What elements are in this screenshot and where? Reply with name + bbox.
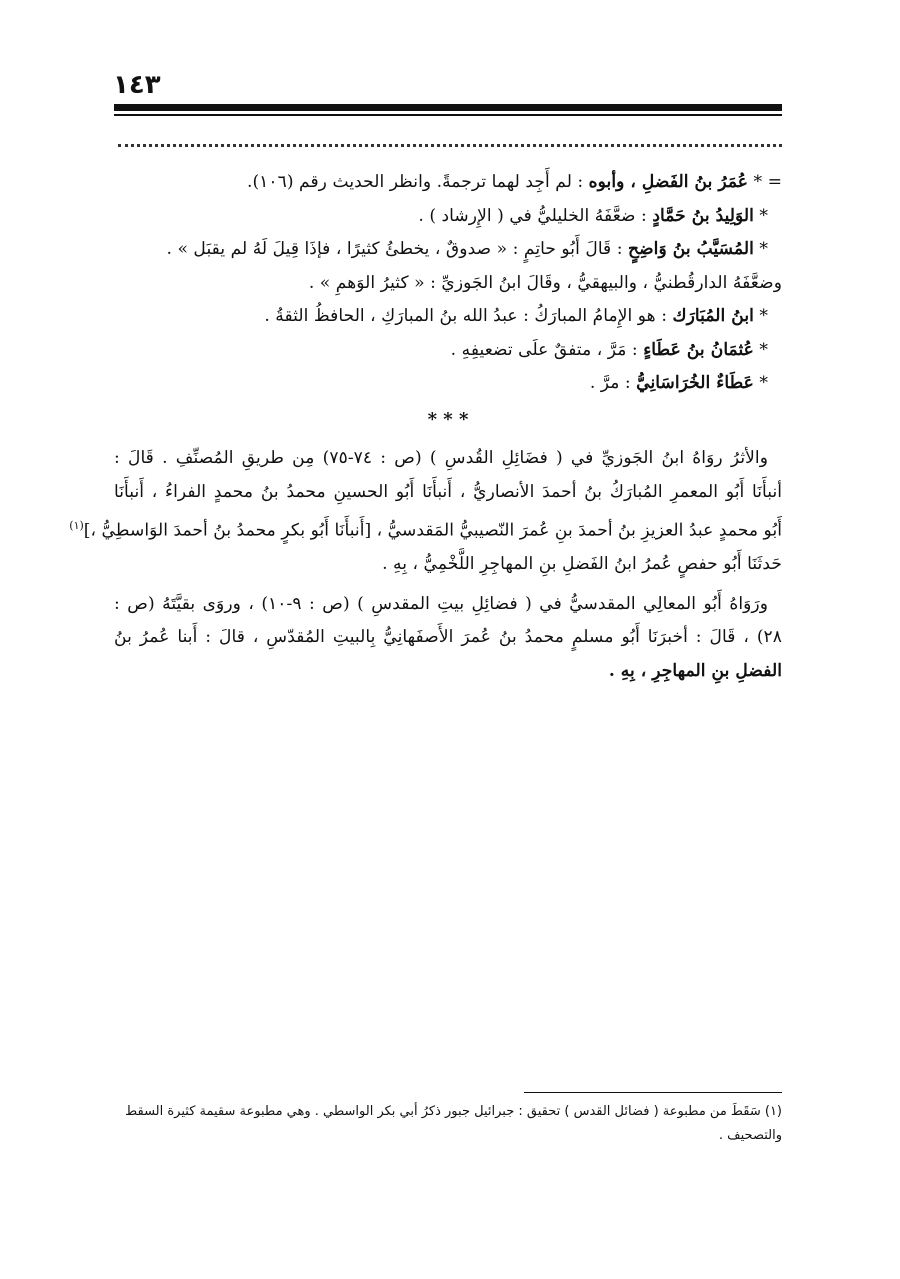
header-rule-thick: [114, 104, 782, 111]
page-number: ١٤٣: [113, 70, 161, 100]
asterisk: *: [753, 306, 768, 326]
paragraph-line: والأثرُ روَاهُ ابنُ الجَوزيِّ في ( فضَائِلِ القُدسِ ) (ص : ٧٤-٧٥) مِن طريقِ المُصنِّفِ . قَالَ :: [114, 448, 768, 468]
footnote: [114, 1100, 782, 1148]
footnote-line: والتصحيف .: [718, 1128, 782, 1143]
note-musayyab-cont: [114, 267, 782, 301]
note-uthman: [114, 334, 782, 368]
paragraph-line: ورَوَاهُ أَبُو المعالِي المقدسيُّ في ( فضائِلِ بيتِ المقدسِ ) (ص : ٩-١٠) ، وروَى بقيَّتَهُ (ص :: [114, 593, 769, 614]
asterisk: *: [753, 239, 768, 259]
dotted-separator: [118, 144, 782, 147]
asterisk: *: [753, 339, 768, 360]
narrator-name: عَطَاءٌ الخُرَاسَانِيُّ: [636, 373, 754, 393]
note-ibn-mubarak: [114, 300, 782, 334]
asterisk: *: [753, 373, 768, 393]
paragraph-line: ٢٨) ، قَالَ : أخبرَنَا أَبُو مسلمٍ محمدُ بنُ عُمرَ الأَصفَهانِيُّ بِالبيتِ المُقدّسِ ، قالَ : أَبنا عُمرُ بنُ: [114, 627, 782, 648]
narrator-name: عُثمَانُ بنُ عَطَاءٍ: [643, 339, 754, 360]
narrator-note: : قَالَ أَبُو حاتِمٍ : « صدوقٌ ، يخطئُ كثيرًا ، فإذَا قِيلَ لَهُ لم يقبَل » .: [166, 239, 628, 259]
paragraph-line: الفضلِ بنِ المهاجِرِ ، بِهِ .: [608, 660, 782, 681]
note-walid: [114, 200, 782, 234]
narrator-note: : ضعَّفَهُ الخليليُّ في ( الإِرشاد ) .: [418, 205, 653, 226]
narrator-note: : مرَّ .: [589, 373, 637, 393]
footnote-ref[interactable]: (١): [69, 519, 84, 532]
narrator-name: عُمَرُ بنُ الفَضلِ ، وأبوه: [588, 172, 749, 192]
main-text: [69, 166, 782, 688]
paragraph-abu-maali: [114, 588, 782, 689]
narrator-name: المُسَيَّبُ بنُ وَاضِحٍ: [627, 239, 754, 259]
note-umar: [114, 166, 782, 200]
footnote-rule: [524, 1092, 782, 1093]
footnote-line: (١) سَقَطَ من مطبوعة ( فضائل القدس ) تحقيق : جبرائيل جبور ذكرُ أبي بكر الواسطي . وهي مطبوعة سقيمة كثيرة السقط: [125, 1104, 782, 1119]
paragraph-ibn-jawzi: [69, 442, 782, 582]
paragraph-line-text: أَبُو محمدٍ عبدُ العزيزِ بنُ أحمدَ بنِ عُمرَ النّصيبيُّ المَقدسيُّ ، [أَنبأَنَا أَبُو بكرٍ محمدُ بنُ أحمدَ الوَاسطِيُّ ،]: [83, 520, 782, 541]
continuation-marker: =: [762, 172, 782, 192]
note-musayyab: [114, 233, 782, 267]
header-rule-thin: [114, 114, 782, 116]
section-separator: * * *: [427, 408, 469, 430]
paragraph-line: أنبأَنَا أَبُو المعمرِ المُبارَكُ بنُ أحمدَ الأنصاريُّ ، أَنبأَنَا أَبُو الحسينِ محمدُ بنُ محمدٍ الفراءُ ، أَنبأَنَا: [114, 481, 782, 502]
narrator-note: : لم أَجِد لهما ترجمةً. وانظر الحديث رقم (١٠٦).: [246, 172, 589, 192]
narrator-note: : هو الإِمامُ المبارَكُ : عبدُ الله بنُ المبارَكِ ، الحافظُ الثقةُ .: [264, 306, 673, 326]
narrator-name: ابنُ المُبَارَك: [672, 306, 754, 326]
narrator-note: : مَرَّ ، متفقٌ علَى تضعيفِهِ .: [450, 339, 644, 360]
paragraph-line: حَدثَنَا أَبُو حفصٍ عُمرُ ابنُ الفَضلِ بنِ المهاجِرِ اللَّخْمِيُّ ، بِهِ .: [382, 554, 782, 575]
narrator-name: الوَلِيدُ بنُ حَمَّادٍ: [652, 205, 754, 226]
paragraph-line: [69, 509, 782, 548]
note-ata: [114, 367, 782, 401]
asterisk: *: [753, 205, 768, 226]
asterisk: *: [748, 172, 763, 192]
narrator-note: وضعَّفَهُ الدارقُطنيُّ ، والبيهقيُّ ، وقَالَ ابنُ الجَوزيِّ : « كثيرُ الوَهمِ » .: [308, 272, 782, 293]
